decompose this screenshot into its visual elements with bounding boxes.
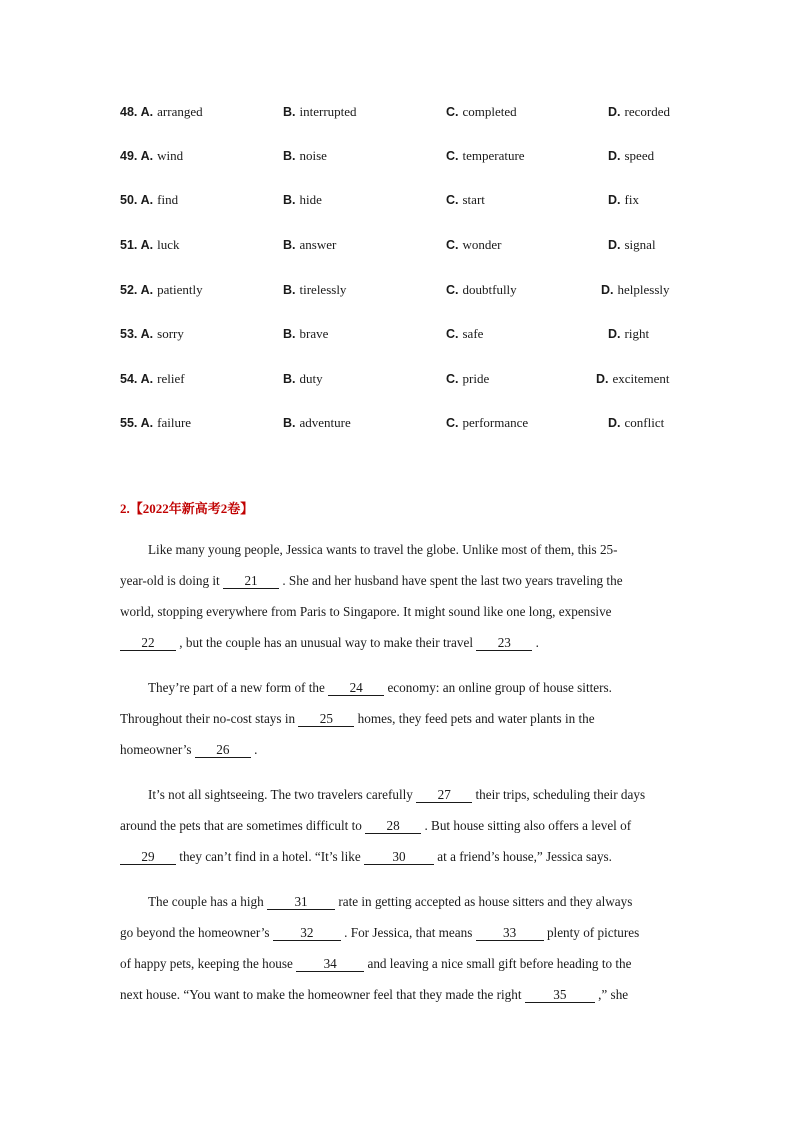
option-letter: C. bbox=[446, 105, 459, 119]
passage-line bbox=[120, 571, 623, 591]
passage-text: of happy pets, keeping the house bbox=[120, 956, 297, 971]
passage-text: It’s not all sightseeing. The two travelers carefully bbox=[148, 787, 417, 802]
option-letter: B. bbox=[283, 416, 296, 430]
option-a[interactable] bbox=[120, 190, 178, 210]
option-c[interactable] bbox=[446, 102, 517, 122]
blank-30[interactable]: 30 bbox=[364, 849, 434, 865]
option-word: adventure bbox=[299, 415, 351, 430]
passage-line bbox=[148, 678, 612, 698]
option-letter: D. bbox=[601, 283, 614, 297]
blank-27[interactable]: 27 bbox=[416, 787, 472, 803]
passage-text: rate in getting accepted as house sitters and they always bbox=[335, 894, 633, 909]
option-row bbox=[0, 235, 794, 255]
option-d[interactable] bbox=[596, 369, 670, 389]
option-word: wind bbox=[157, 148, 184, 163]
option-word: temperature bbox=[462, 148, 525, 163]
option-letter: D. bbox=[608, 238, 621, 252]
blank-32[interactable]: 32 bbox=[273, 925, 341, 941]
option-word: signal bbox=[624, 237, 656, 252]
option-word: conflict bbox=[624, 415, 665, 430]
blank-24[interactable]: 24 bbox=[328, 680, 384, 696]
passage-text: ,” she bbox=[594, 987, 629, 1002]
option-word: arranged bbox=[157, 104, 203, 119]
question-number: 48. bbox=[120, 105, 138, 119]
option-word: tirelessly bbox=[299, 282, 347, 297]
passage-text: Throughout their no-cost stays in bbox=[120, 711, 299, 726]
passage-line bbox=[120, 847, 612, 867]
option-c[interactable] bbox=[446, 413, 528, 433]
question-number: 54. bbox=[120, 372, 138, 386]
option-word: find bbox=[157, 192, 179, 207]
option-word: start bbox=[462, 192, 485, 207]
question-number: 52. bbox=[120, 283, 138, 297]
option-letter: C. bbox=[446, 372, 459, 386]
option-word: answer bbox=[299, 237, 337, 252]
option-c[interactable] bbox=[446, 190, 485, 210]
option-c[interactable] bbox=[446, 280, 517, 300]
option-a[interactable] bbox=[120, 413, 191, 433]
option-letter: B. bbox=[283, 193, 296, 207]
option-word: sorry bbox=[157, 326, 184, 341]
option-letter: D. bbox=[596, 372, 609, 386]
blank-25[interactable]: 25 bbox=[298, 711, 354, 727]
option-d[interactable] bbox=[608, 146, 654, 166]
option-a[interactable] bbox=[120, 146, 183, 166]
passage-line bbox=[148, 785, 645, 805]
option-letter: A. bbox=[140, 416, 154, 430]
passage-line bbox=[120, 709, 595, 729]
option-letter: A. bbox=[140, 149, 154, 163]
option-letter: B. bbox=[283, 149, 296, 163]
option-word: pride bbox=[462, 371, 490, 386]
passage-line bbox=[148, 892, 632, 912]
option-c[interactable] bbox=[446, 324, 483, 344]
option-word: failure bbox=[157, 415, 192, 430]
passage-text: . bbox=[250, 742, 258, 757]
question-number: 50. bbox=[120, 193, 138, 207]
blank-34[interactable]: 34 bbox=[296, 956, 364, 972]
passage-line bbox=[120, 740, 257, 760]
option-letter: A. bbox=[140, 193, 154, 207]
option-word: performance bbox=[462, 415, 529, 430]
option-b[interactable] bbox=[283, 413, 351, 433]
option-word: excitement bbox=[612, 371, 670, 386]
option-c[interactable] bbox=[446, 369, 489, 389]
option-a[interactable] bbox=[120, 369, 185, 389]
passage-line bbox=[120, 602, 612, 622]
option-d[interactable] bbox=[608, 324, 649, 344]
passage-text: next house. “You want to make the homeowner feel that they made the right bbox=[120, 987, 525, 1002]
passage-text: at a friend’s house,” Jessica says. bbox=[434, 849, 612, 864]
option-d[interactable] bbox=[608, 102, 670, 122]
option-letter: C. bbox=[446, 416, 459, 430]
option-row bbox=[0, 369, 794, 389]
option-a[interactable] bbox=[120, 102, 203, 122]
option-letter: C. bbox=[446, 283, 459, 297]
option-b[interactable] bbox=[283, 369, 323, 389]
option-row bbox=[0, 280, 794, 300]
option-d[interactable] bbox=[608, 235, 656, 255]
option-letter: D. bbox=[608, 193, 621, 207]
option-word: recorded bbox=[624, 104, 670, 119]
passage-text: their trips, scheduling their days bbox=[472, 787, 646, 802]
option-letter: A. bbox=[140, 327, 154, 341]
option-a[interactable] bbox=[120, 280, 203, 300]
option-c[interactable] bbox=[446, 146, 525, 166]
option-word: right bbox=[624, 326, 650, 341]
blank-23[interactable]: 23 bbox=[476, 635, 532, 651]
option-word: brave bbox=[299, 326, 329, 341]
passage-text: year-old is doing it bbox=[120, 573, 224, 588]
option-word: wonder bbox=[462, 237, 502, 252]
passage-text: around the pets that are sometimes difficult to bbox=[120, 818, 366, 833]
section-title: 2.【2022年新高考2卷】 bbox=[120, 501, 254, 516]
blank-28[interactable]: 28 bbox=[365, 818, 421, 834]
passage-text: and leaving a nice small gift before heading to the bbox=[364, 956, 632, 971]
option-word: doubtfully bbox=[462, 282, 517, 297]
option-letter: C. bbox=[446, 193, 459, 207]
option-row bbox=[0, 146, 794, 166]
question-number: 55. bbox=[120, 416, 138, 430]
passage-line bbox=[120, 954, 632, 974]
passage-text: plenty of pictures bbox=[543, 925, 640, 940]
option-letter: D. bbox=[608, 416, 621, 430]
option-word: noise bbox=[299, 148, 327, 163]
option-word: helplessly bbox=[617, 282, 670, 297]
passage-text: . For Jessica, that means bbox=[340, 925, 476, 940]
question-number: 53. bbox=[120, 327, 138, 341]
blank-33[interactable]: 33 bbox=[476, 925, 544, 941]
option-d[interactable] bbox=[608, 190, 639, 210]
option-b[interactable] bbox=[283, 190, 322, 210]
passage-text: go beyond the homeowner’s bbox=[120, 925, 273, 940]
option-word: patiently bbox=[157, 282, 203, 297]
option-letter: B. bbox=[283, 283, 296, 297]
option-a[interactable] bbox=[120, 324, 184, 344]
passage-text: . She and her husband have spent the last two years traveling the bbox=[279, 573, 623, 588]
passage-text: homeowner’s bbox=[120, 742, 195, 757]
option-letter: A. bbox=[140, 283, 154, 297]
option-letter: D. bbox=[608, 105, 621, 119]
option-d[interactable] bbox=[608, 413, 664, 433]
option-b[interactable] bbox=[283, 102, 357, 122]
option-word: completed bbox=[462, 104, 517, 119]
blank-29[interactable]: 29 bbox=[120, 849, 176, 865]
blank-26[interactable]: 26 bbox=[195, 742, 251, 758]
passage-text: economy: an online group of house sitters. bbox=[384, 680, 612, 695]
option-word: hide bbox=[299, 192, 322, 207]
passage-text: The couple has a high bbox=[148, 894, 268, 909]
option-word: relief bbox=[157, 371, 185, 386]
option-letter: D. bbox=[608, 149, 621, 163]
option-c[interactable] bbox=[446, 235, 502, 255]
option-a[interactable] bbox=[120, 235, 180, 255]
option-letter: D. bbox=[608, 327, 621, 341]
passage-line bbox=[120, 633, 539, 653]
passage-line bbox=[120, 923, 639, 943]
option-word: speed bbox=[624, 148, 655, 163]
option-letter: B. bbox=[283, 372, 296, 386]
option-word: fix bbox=[624, 192, 639, 207]
passage-text: Like many young people, Jessica wants to travel the globe. Unlike most of them, this 25- bbox=[148, 542, 618, 557]
option-word: interrupted bbox=[299, 104, 357, 119]
option-word: safe bbox=[462, 326, 484, 341]
option-row bbox=[0, 413, 794, 433]
blank-22[interactable]: 22 bbox=[120, 635, 176, 651]
passage-text: . bbox=[532, 635, 539, 650]
option-letter: B. bbox=[283, 327, 296, 341]
blank-35[interactable]: 35 bbox=[525, 987, 595, 1003]
blank-21[interactable]: 21 bbox=[223, 573, 279, 589]
option-row bbox=[0, 324, 794, 344]
passage-text: homes, they feed pets and water plants in the bbox=[354, 711, 595, 726]
passage-line bbox=[148, 540, 618, 560]
passage-text: world, stopping everywhere from Paris to Singapore. It might sound like one long, expensive bbox=[120, 604, 612, 619]
option-letter: C. bbox=[446, 149, 459, 163]
option-letter: A. bbox=[140, 105, 154, 119]
option-b[interactable] bbox=[283, 146, 327, 166]
option-b[interactable] bbox=[283, 324, 328, 344]
option-letter: A. bbox=[140, 238, 154, 252]
option-b[interactable] bbox=[283, 235, 336, 255]
passage-text: , but the couple has an unusual way to make their travel bbox=[176, 635, 477, 650]
option-letter: A. bbox=[140, 372, 154, 386]
option-letter: C. bbox=[446, 238, 459, 252]
passage-line bbox=[120, 985, 628, 1005]
option-letter: C. bbox=[446, 327, 459, 341]
option-b[interactable] bbox=[283, 280, 346, 300]
question-number: 49. bbox=[120, 149, 138, 163]
passage-text: They’re part of a new form of the bbox=[148, 680, 329, 695]
passage-line bbox=[120, 816, 631, 836]
passage-text: . But house sitting also offers a level of bbox=[421, 818, 632, 833]
option-word: duty bbox=[299, 371, 323, 386]
blank-31[interactable]: 31 bbox=[267, 894, 335, 910]
option-letter: B. bbox=[283, 105, 296, 119]
option-word: luck bbox=[157, 237, 180, 252]
option-letter: B. bbox=[283, 238, 296, 252]
option-row bbox=[0, 102, 794, 122]
option-row bbox=[0, 190, 794, 210]
passage-text: they can’t find in a hotel. “It’s like bbox=[176, 849, 364, 864]
question-number: 51. bbox=[120, 238, 138, 252]
option-d[interactable] bbox=[601, 280, 670, 300]
